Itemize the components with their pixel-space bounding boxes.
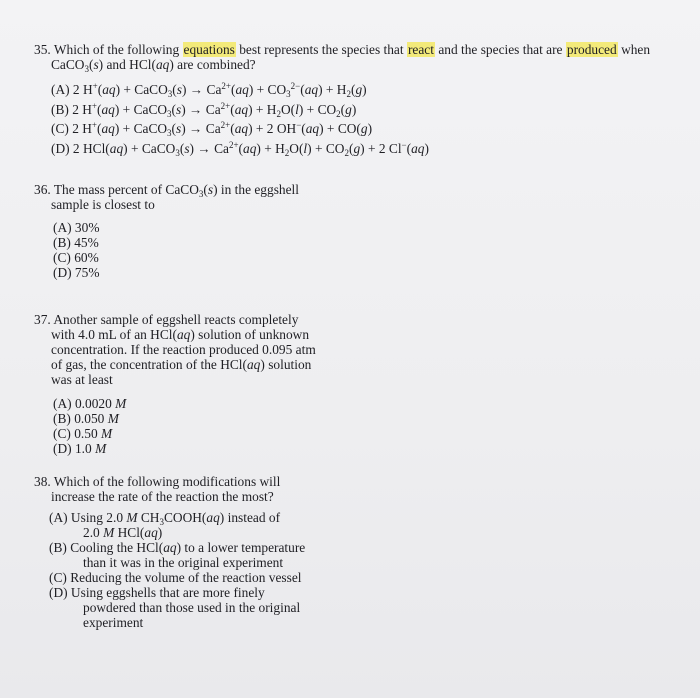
option-d[interactable]: (D) 75% [53, 265, 100, 280]
question-35 [34, 42, 684, 160]
question-36 [34, 182, 334, 280]
option-c[interactable]: (C) 60% [53, 250, 99, 265]
question-38: 38. Which of the following modifications will increase the rate of the reaction the most? (A) Using 2.0 M $CH_3COOH(aq)$ instead of 2.0 M HCl(aq) (B) Cooling the HCl(aq) to a lower temperature than it was in the original experiment (C) Reducing the volume of the reaction vessel (D) Using eggshells that are more finely powdered than those used in the original experiment [34, 474, 354, 630]
question-36-stem: 36. The mass percent of CaCO$_3$(s) in the eggshell [34, 182, 299, 199]
option-b[interactable]: (B) 0.050 M [53, 411, 119, 426]
question-number: 37. [34, 312, 51, 327]
question-38-options [34, 510, 354, 630]
option-c[interactable]: (C) 2 H+(aq) + CaCO$_3$(s) → $Ca^{2+}(aq) + 2$ OH−(aq) + CO(g) [51, 120, 373, 138]
question-37-options [34, 396, 344, 456]
question-number: 36. [34, 182, 51, 197]
option-b[interactable]: (B) 45% [53, 235, 99, 250]
option-a[interactable]: (A) 0.0020 M [53, 396, 127, 411]
highlight-produced: produced [566, 42, 617, 57]
option-a[interactable]: (A) Using 2.0 M $CH_3COOH(aq)$ instead of 2.0 M HCl(aq) [49, 510, 281, 540]
question-36-options [34, 220, 334, 280]
option-d[interactable]: (D) 1.0 M [53, 441, 107, 456]
highlight-equations: equations [183, 42, 235, 57]
question-38-stem: 38. Which of the following modifications will [34, 474, 281, 489]
option-c[interactable]: (C) Reducing the volume of the reaction vessel [49, 570, 302, 585]
question-number: 35. [34, 42, 51, 57]
question-35-options [34, 82, 684, 160]
option-a[interactable]: (A) 30% [53, 220, 100, 235]
question-37: 37. Another sample of eggshell reacts completely with 4.0 mL of an HCl(aq) solution of unknown concentration. If the reaction produced 0.095 atm of gas, the concentration of the HCl(aq) solution was at least (A) 0.0020 M (B) 0.050 M (C) 0.50 M (D) 1.0 M [34, 312, 344, 456]
question-number: 38. [34, 474, 51, 489]
option-d[interactable]: (D) Using eggshells that are more finely powdered than those used in the original experiment [49, 585, 301, 630]
question-35-stem-line2: CaCO$_3$(s) and HCl(aq) are combined? [51, 57, 256, 74]
option-d[interactable]: (D) 2 HCl(aq) + CaCO$_3$(s) → $Ca^{2+}(aq) + H_2O(l) + CO_2(g) + 2$ Cl−(aq) [51, 139, 429, 158]
highlight-react: react [407, 42, 434, 57]
question-36-stem-line2: sample is closest to [51, 197, 155, 212]
question-37-stem: 37. Another sample of eggshell reacts completely [34, 312, 299, 327]
question-35-stem: 35. Which of the following equations best represents the species that react and the species that are produced when [34, 42, 651, 57]
option-b[interactable]: (B) 2 H+(aq) + CaCO$_3$(s) → $Ca^{2+}(aq) + H_2O(l) + CO_2(g)$ [51, 100, 357, 119]
option-c[interactable]: (C) 0.50 M [53, 426, 113, 441]
option-a[interactable]: (A) 2 H+(aq) + CaCO$_3$(s) → $Ca^{2+}(aq) + CO_3^{2-}(aq) + H_2(g)$ [51, 81, 367, 99]
option-b[interactable]: (B) Cooling the HCl(aq) to a lower temperature than it was in the original experiment [49, 540, 306, 570]
